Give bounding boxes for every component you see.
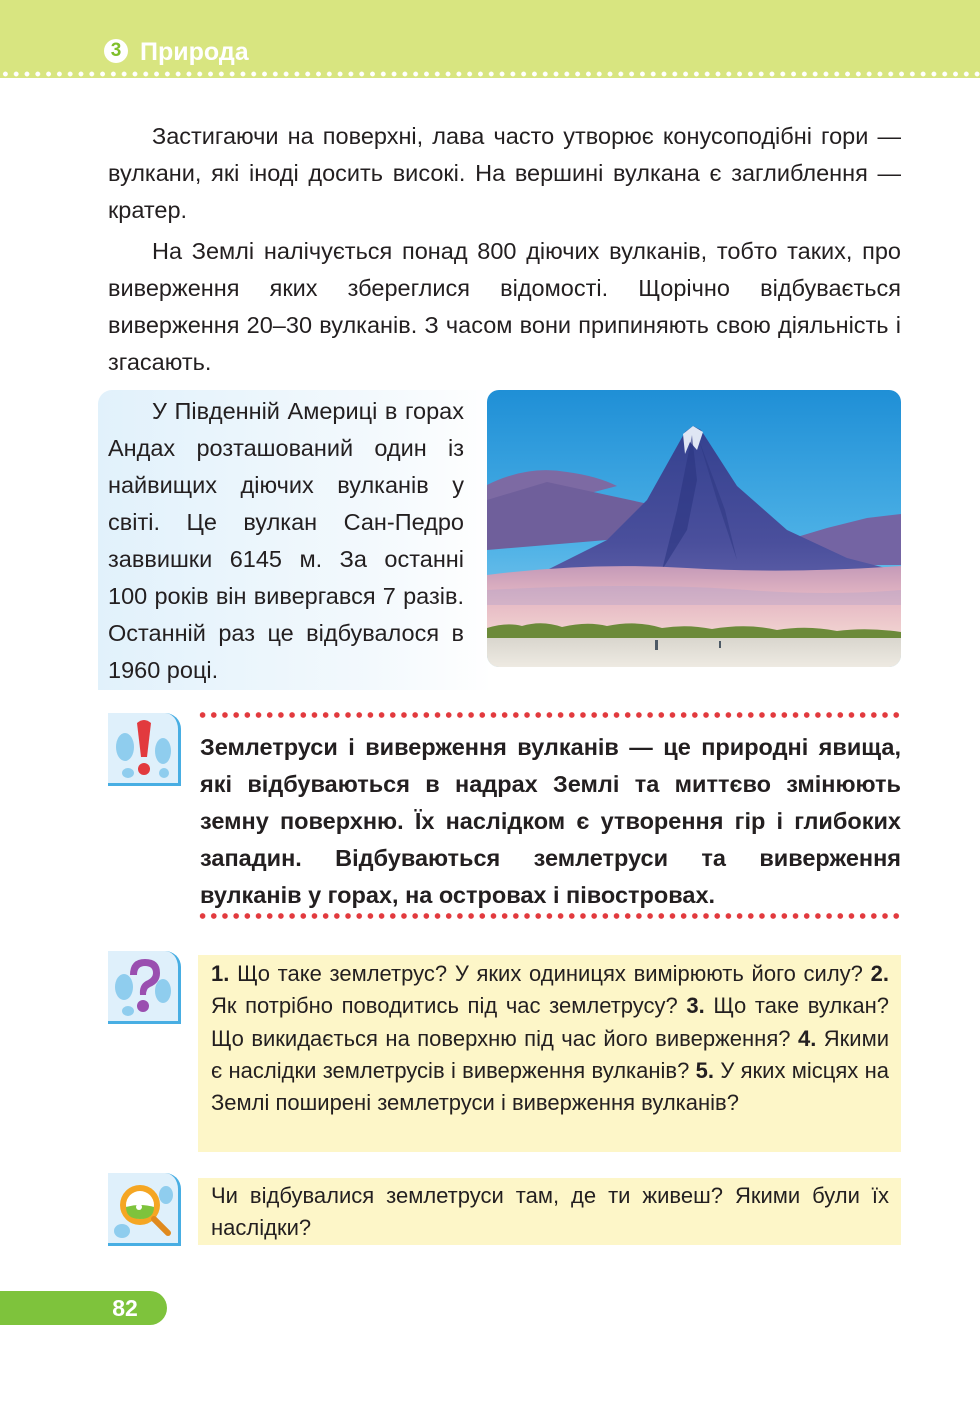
question-text: У яких місцях на Землі поширені землетруси і виверження вулканів? bbox=[211, 1057, 889, 1116]
question-text: Як потрібно поводитись під час землетрусу? bbox=[211, 993, 678, 1019]
question-icon-tile bbox=[108, 951, 181, 1024]
rule-top-dotted-line bbox=[197, 711, 903, 719]
chapter-number-badge: 3 bbox=[104, 39, 128, 63]
question-number: 1. bbox=[211, 961, 230, 986]
fact-box-text: У Південній Америці в горах Андах розташований один із найвищих діючих вулканів у світі. Це вулкан Сан-Педро заввишки 6145 м. За останні 100 років він вивергався 7 разів. Останній раз це відбувалося в 1960 році. bbox=[108, 398, 464, 683]
paragraph-volcano-definition: Застигаючи на поверхні, лава часто утворює конусоподібні гори — вулкани, які іноді досить високі. На вершині вулкана є заглиблення — кратер. bbox=[108, 123, 901, 223]
exclamation-icon bbox=[108, 713, 178, 783]
research-task-text: Чи відбувалися землетруси там, де ти живеш? Якими були їх наслідки? bbox=[211, 1183, 889, 1241]
question-text: Що таке вулкан? Що викидається на поверхню під час його виверження? bbox=[211, 993, 889, 1051]
question-number: 5. bbox=[695, 1057, 715, 1083]
question-number: 4. bbox=[797, 1025, 817, 1051]
magnifier-icon-tile bbox=[108, 1173, 181, 1246]
question-number: 2. bbox=[870, 961, 889, 986]
question-text: Якими є наслідки землетрусів і виверження вулканів? bbox=[211, 1025, 889, 1083]
magnifier-icon bbox=[108, 1173, 178, 1243]
chapter-title: Природа bbox=[140, 38, 249, 66]
question-number: 3. bbox=[686, 993, 705, 1019]
rule-bottom-dotted-line bbox=[197, 912, 903, 920]
exclamation-icon-tile bbox=[108, 713, 181, 786]
questions-box bbox=[198, 955, 901, 1152]
header-dotted-border bbox=[0, 70, 980, 78]
question-text: Що таке землетрус? У яких одиницях вимірюють його силу? bbox=[237, 961, 863, 986]
questions-text bbox=[211, 958, 889, 1119]
paragraph-active-volcanoes: На Землі налічується понад 800 діючих вулканів, тобто таких, про виверження яких збереглися відомості. Щорічно відбувається виверження 20–30 вулканів. З часом вони припиняють свою діяльність і згасають. bbox=[108, 238, 901, 375]
question-icon bbox=[108, 951, 178, 1021]
page-number: 82 bbox=[112, 1295, 138, 1321]
volcano-photo bbox=[487, 390, 901, 667]
research-task-box bbox=[198, 1178, 901, 1245]
important-rule-text: Землетруси і виверження вулканів — це природні явища, які відбуваються в надрах Землі та миттєво змінюють земну поверхню. Їх наслідком є утворення гір і глибоких западин. Відбуваються землетруси та виверження вулканів у горах, на островах і півостровах. bbox=[200, 734, 901, 908]
